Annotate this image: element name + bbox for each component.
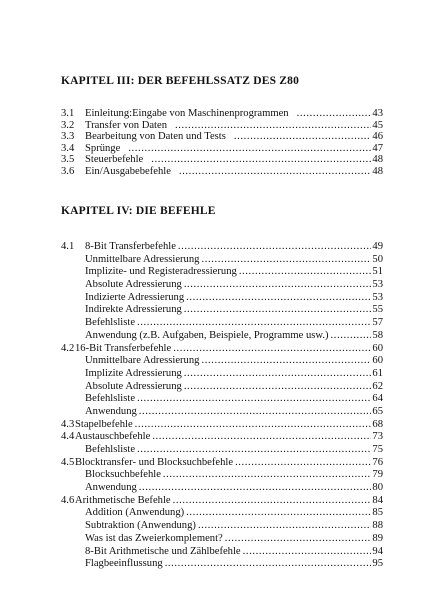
leader-dots bbox=[184, 279, 372, 292]
toc-entry[interactable] bbox=[61, 330, 383, 343]
leader-dots bbox=[163, 469, 372, 482]
entry-title: Subtraktion (Anwendung) bbox=[85, 520, 196, 532]
entry-page: 64 bbox=[372, 393, 383, 405]
leader-dots bbox=[139, 406, 372, 419]
entry-title: Unmittelbare Adressierung bbox=[85, 355, 200, 367]
leader-dots bbox=[331, 330, 372, 343]
entry-title: Steuerbefehle bbox=[85, 154, 144, 166]
toc-entry[interactable] bbox=[61, 393, 383, 406]
entry-page: 60 bbox=[372, 355, 383, 367]
toc-entry[interactable] bbox=[61, 166, 383, 178]
entry-title: Was ist das Zweierkomplement? bbox=[85, 532, 223, 544]
entry-page: 51 bbox=[372, 266, 383, 278]
leader-dots bbox=[186, 507, 371, 520]
toc-entry[interactable] bbox=[61, 241, 383, 254]
entry-page: 94 bbox=[372, 545, 383, 557]
leader-dots bbox=[184, 368, 372, 381]
entry-number: 4.3 bbox=[61, 418, 75, 430]
toc-entry[interactable] bbox=[61, 131, 383, 143]
toc-entry[interactable] bbox=[61, 292, 383, 305]
entry-page: 76 bbox=[372, 456, 383, 468]
leader-dots bbox=[137, 393, 371, 406]
entry-page: 68 bbox=[372, 418, 383, 430]
entry-page: 43 bbox=[372, 108, 383, 119]
entry-number: 4.4 bbox=[61, 431, 75, 443]
entry-title: Absolute Adressierung bbox=[85, 380, 182, 392]
toc-entry[interactable] bbox=[61, 317, 383, 330]
entry-number: 4.2 bbox=[61, 342, 75, 354]
leader-dots bbox=[139, 482, 372, 495]
entry-number: 4.6 bbox=[61, 494, 75, 506]
leader-dots bbox=[173, 343, 371, 356]
toc-entry[interactable] bbox=[61, 444, 383, 457]
toc-entry[interactable] bbox=[61, 266, 383, 279]
toc-entry[interactable] bbox=[61, 495, 383, 508]
entry-title: 8-Bit Arithmetische und Zählbefehle bbox=[85, 545, 241, 557]
leader-dots bbox=[178, 241, 371, 254]
chapter4-toc bbox=[61, 241, 383, 571]
leader-dots bbox=[243, 546, 372, 559]
entry-title: Bearbeitung von Daten und Tests bbox=[85, 131, 226, 143]
toc-entry[interactable] bbox=[61, 304, 383, 317]
entry-title: Befehlsliste bbox=[85, 317, 136, 329]
entry-title: Unmittelbare Adressierung bbox=[85, 253, 200, 265]
leader-dots bbox=[235, 457, 371, 470]
entry-page: 73 bbox=[372, 431, 383, 443]
entry-number: 3.4 bbox=[61, 142, 75, 154]
leader-dots bbox=[201, 254, 371, 267]
toc-entry[interactable] bbox=[61, 546, 383, 559]
toc-entry[interactable] bbox=[61, 355, 383, 368]
toc-entry[interactable] bbox=[61, 482, 383, 495]
chapter3-heading: KAPITEL III: DER BEFEHLSSATZ DES Z80 bbox=[61, 75, 300, 87]
entry-page: 84 bbox=[372, 494, 383, 506]
entry-title: Transfer von Daten bbox=[85, 119, 167, 131]
toc-entry[interactable] bbox=[61, 368, 383, 381]
entry-page: 75 bbox=[372, 444, 383, 455]
entry-title: Indirekte Adressierung bbox=[85, 304, 182, 316]
entry-number: 3.5 bbox=[61, 154, 75, 166]
entry-page: 57 bbox=[372, 317, 383, 329]
leader-dots bbox=[151, 154, 371, 166]
entry-title: Austauschbefehle bbox=[75, 431, 151, 443]
entry-number: 3.6 bbox=[61, 165, 75, 177]
entry-title: Implizite- und Registeradressierung bbox=[85, 266, 237, 278]
toc-entry[interactable] bbox=[61, 120, 383, 132]
entry-page: 58 bbox=[372, 329, 383, 341]
entry-number: 3.3 bbox=[61, 131, 75, 143]
entry-page: 61 bbox=[372, 367, 383, 379]
leader-dots bbox=[201, 355, 371, 368]
entry-number: 4.5 bbox=[61, 456, 75, 468]
leader-dots bbox=[128, 143, 371, 155]
entry-page: 50 bbox=[372, 253, 383, 265]
entry-number: 4.1 bbox=[61, 241, 75, 252]
leader-dots bbox=[186, 292, 371, 305]
entry-page: 47 bbox=[372, 142, 383, 154]
entry-title: Arithmetische Befehle bbox=[75, 494, 171, 506]
entry-title: Indizierte Adressierung bbox=[85, 291, 185, 303]
entry-title: Anwendung (z.B. Aufgaben, Beispiele, Programme usw.) bbox=[85, 329, 329, 341]
leader-dots bbox=[137, 444, 371, 457]
toc-entry[interactable] bbox=[61, 143, 383, 155]
leader-dots bbox=[137, 317, 371, 330]
toc-entry[interactable] bbox=[61, 154, 383, 166]
leader-dots bbox=[173, 495, 372, 508]
leader-dots bbox=[234, 131, 372, 143]
entry-page: 48 bbox=[372, 165, 383, 177]
entry-page: 48 bbox=[372, 154, 383, 166]
entry-title: Befehlsliste bbox=[85, 444, 136, 455]
entry-page: 80 bbox=[372, 482, 383, 494]
entry-title: Flagbeeinflussung bbox=[85, 558, 163, 570]
entry-title: Sprünge bbox=[85, 142, 121, 154]
entry-title: Anwendung bbox=[85, 482, 137, 494]
entry-title: Addition (Anwendung) bbox=[85, 507, 185, 519]
toc-entry[interactable] bbox=[61, 406, 383, 419]
toc-entry[interactable] bbox=[61, 431, 383, 444]
entry-title: 8-Bit Transferbefehle bbox=[85, 241, 176, 252]
leader-dots bbox=[135, 419, 372, 432]
entry-title: Einleitung:Eingabe von Maschinenprogrammen bbox=[85, 108, 289, 119]
entry-page: 46 bbox=[372, 131, 383, 143]
entry-page: 45 bbox=[372, 119, 383, 131]
entry-number: 3.1 bbox=[61, 108, 75, 119]
leader-dots bbox=[184, 381, 372, 394]
entry-number: 3.2 bbox=[61, 119, 75, 131]
entry-page: 89 bbox=[372, 532, 383, 544]
toc-entry[interactable] bbox=[61, 520, 383, 533]
toc-entry[interactable] bbox=[61, 108, 383, 120]
toc-entry[interactable] bbox=[61, 343, 383, 356]
toc-entry[interactable] bbox=[61, 419, 383, 432]
leader-dots bbox=[165, 558, 372, 571]
toc-entry[interactable] bbox=[61, 558, 383, 571]
toc-entry[interactable] bbox=[61, 457, 383, 470]
toc-entry[interactable] bbox=[61, 469, 383, 482]
entry-title: Ein/Ausgabebefehle bbox=[85, 165, 171, 177]
toc-entry[interactable] bbox=[61, 254, 383, 267]
leader-dots bbox=[198, 520, 371, 533]
entry-title: Anwendung bbox=[85, 405, 137, 417]
entry-page: 79 bbox=[372, 469, 383, 481]
entry-page: 60 bbox=[372, 342, 383, 354]
leader-dots bbox=[179, 166, 372, 178]
entry-title: Blocksuchbefehle bbox=[85, 469, 161, 481]
entry-page: 49 bbox=[372, 241, 383, 252]
entry-page: 62 bbox=[372, 380, 383, 392]
entry-page: 85 bbox=[372, 507, 383, 519]
entry-title: Blocktransfer- und Blocksuchbefehle bbox=[75, 456, 234, 468]
leader-dots bbox=[225, 533, 372, 546]
toc-entry[interactable] bbox=[61, 533, 383, 546]
leader-dots bbox=[152, 431, 371, 444]
toc-entry[interactable] bbox=[61, 507, 383, 520]
leader-dots bbox=[239, 266, 372, 279]
entry-title: Absolute Adressierung bbox=[85, 279, 182, 291]
entry-title: Befehlsliste bbox=[85, 393, 136, 405]
entry-page: 53 bbox=[372, 279, 383, 291]
entry-title: 16-Bit Transferbefehle bbox=[75, 342, 172, 354]
entry-page: 88 bbox=[372, 520, 383, 532]
entry-page: 95 bbox=[372, 558, 383, 570]
leader-dots bbox=[184, 304, 372, 317]
entry-page: 55 bbox=[372, 304, 383, 316]
leader-dots bbox=[297, 108, 372, 120]
entry-title: Implizite Adressierung bbox=[85, 367, 182, 379]
entry-page: 53 bbox=[372, 291, 383, 303]
chapter4-heading: KAPITEL IV: DIE BEFEHLE bbox=[61, 205, 216, 217]
entry-title: Stapelbefehle bbox=[75, 418, 133, 430]
chapter3-toc bbox=[61, 108, 383, 178]
leader-dots bbox=[175, 120, 371, 132]
toc-entry[interactable] bbox=[61, 381, 383, 394]
entry-page: 65 bbox=[372, 405, 383, 417]
toc-entry[interactable] bbox=[61, 279, 383, 292]
